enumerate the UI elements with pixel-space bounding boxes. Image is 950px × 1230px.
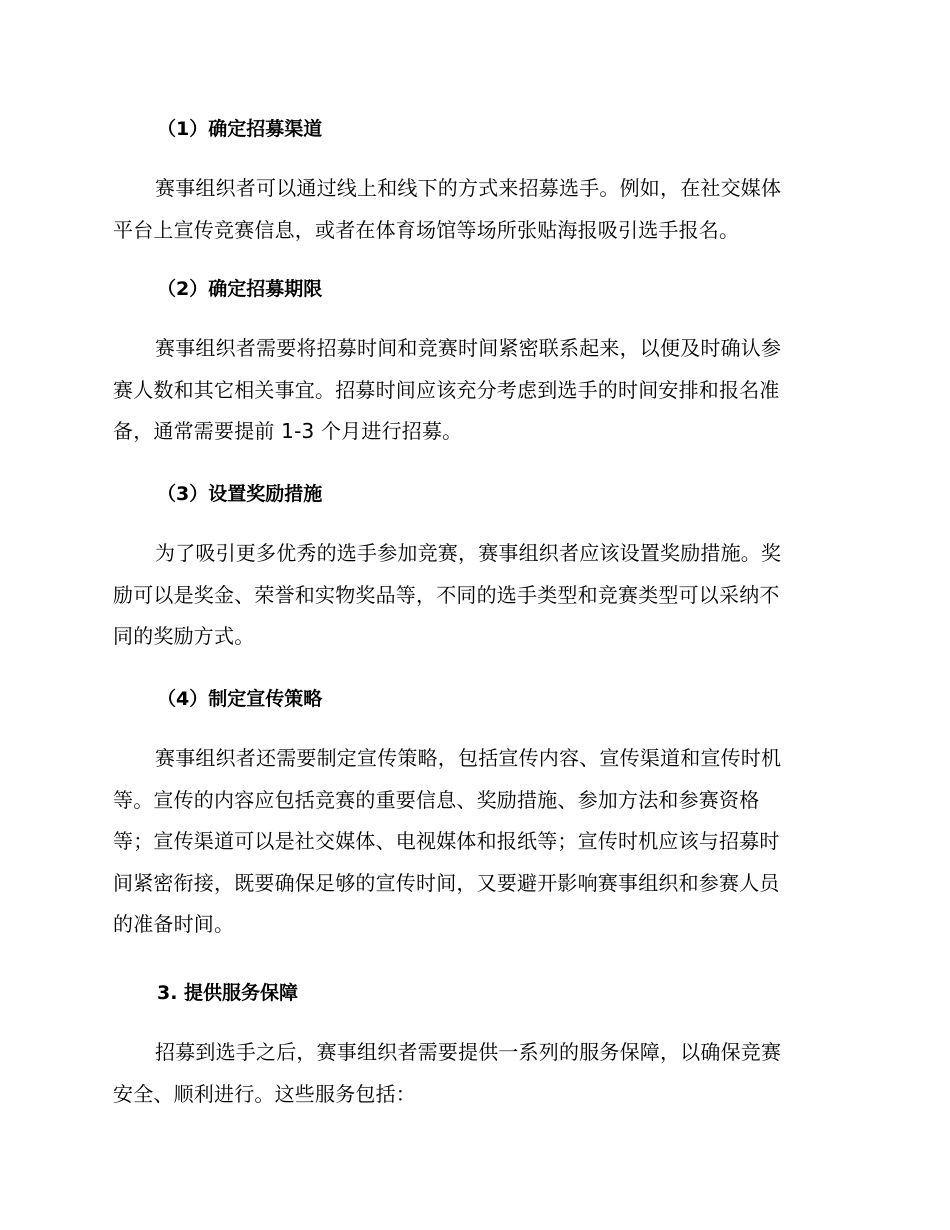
section-heading-4: （4）制定宣传策略 [157, 688, 323, 710]
section-heading-1: （1）确定招募渠道 [157, 118, 323, 140]
section-paragraph-5 [113, 1032, 833, 1115]
paragraph-line: 同的奖励方式。 [113, 624, 255, 648]
paragraph-line: 为了吸引更多优秀的选手参加竞赛，赛事组织者应该设置奖励措施。奖 [155, 541, 782, 565]
section-heading-3: （3）设置奖励措施 [157, 483, 323, 505]
paragraph-line: 赛事组织者需要将招募时间和竞赛时间紧密联系起来，以便及时确认参 [155, 336, 782, 360]
section-heading-2: （2）确定招募期限 [157, 278, 323, 300]
section-paragraph-2 [113, 328, 833, 453]
section-paragraph-4 [113, 738, 833, 946]
paragraph-line: 安全、顺利进行。这些服务包括： [113, 1081, 416, 1106]
paragraph-line: 等。宣传的内容应包括竞赛的重要信息、奖励措施、参加方法和参赛资格 [113, 787, 760, 812]
section-heading-5: 3. 提供服务保障 [157, 982, 299, 1004]
section-paragraph-3 [113, 533, 833, 658]
section-paragraph-1 [113, 168, 833, 251]
paragraph-line: 间紧密衔接，既要确保足够的宣传时间，又要避开影响赛事组织和参赛人员 [113, 870, 780, 895]
paragraph-line: 赛事组织者还需要制定宣传策略，包括宣传内容、宣传渠道和宣传时机 [155, 746, 782, 770]
paragraph-line: 赛人数和其它相关事宜。招募时间应该充分考虑到选手的时间安排和报名准 [113, 377, 780, 402]
paragraph-line: 励可以是奖金、荣誉和实物奖品等，不同的选手类型和竞赛类型可以采纳不 [113, 582, 780, 607]
paragraph-line: 招募到选手之后，赛事组织者需要提供一系列的服务保障，以确保竞赛 [155, 1040, 782, 1064]
paragraph-line: 平台上宣传竞赛信息，或者在体育场馆等场所张贴海报吸引选手报名。 [113, 217, 740, 242]
paragraph-line: 的准备时间。 [113, 912, 235, 936]
paragraph-line: 备，通常需要提前 1-3 个月进行招募。 [113, 419, 463, 443]
paragraph-line: 等；宣传渠道可以是社交媒体、电视媒体和报纸等；宣传时机应该与招募时 [113, 829, 780, 853]
paragraph-line: 赛事组织者可以通过线上和线下的方式来招募选手。例如，在社交媒体 [155, 176, 782, 200]
